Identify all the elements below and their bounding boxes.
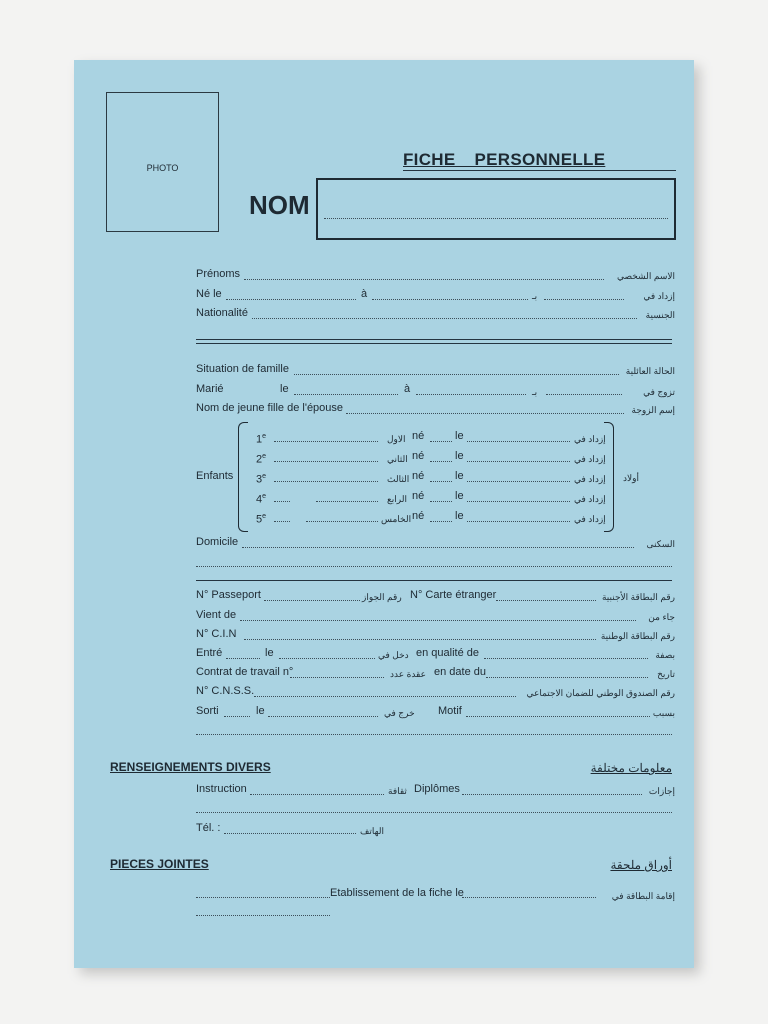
motif-label-ar: بسبب [652,708,675,718]
child-le-label: le [455,470,464,482]
child-name-field[interactable] [274,461,378,462]
marriage-place-prefix: à [404,383,411,395]
sorti-le-label: le [256,705,265,717]
child-number: 3e [256,473,267,486]
instruction-label-ar: ثقافة [388,786,407,796]
child-date-field[interactable] [467,521,570,522]
ne-le-label-ar: إزداد في [643,291,675,301]
diplomes-label: Diplômes [414,783,460,795]
pieces-jointes-heading-ar: أوراق ملحقة [610,858,672,872]
child-ne-label-ar: إزداد في [574,474,606,484]
entre-label: Entré [196,647,223,659]
prenoms-label: Prénoms [196,268,241,280]
cnss-label: N° C.N.S.S. [196,685,255,697]
instruction-label: Instruction [196,783,247,795]
situation-field[interactable] [294,374,619,375]
nationalite-field[interactable] [252,318,637,319]
prenoms-label-ar: الاسم الشخصي [616,271,675,281]
child-ne-label-ar: إزداد في [574,514,606,524]
child-number: 4e [256,493,267,506]
contrat-date-field[interactable] [486,677,648,678]
child-ne-label-ar: إزداد في [574,434,606,444]
child-date-field[interactable] [467,441,570,442]
form-title: FICHE PERSONNELLE [403,150,606,169]
child-ne-label: né [412,490,425,502]
sorti-label-ar: خرج في [384,708,415,718]
nom-jeune-fille-field[interactable] [346,413,624,414]
nom-jeune-fille-label-ar: إسم الزوجة [631,405,675,415]
child-ne-label: né [412,470,425,482]
carte-etranger-label-ar: رقم البطاقة الأجنبية [601,592,675,602]
nom-jeune-fille-label: Nom de jeune fille de l'épouse [196,402,344,414]
child-ne-field[interactable] [430,441,452,442]
child-ordinal-ar: الثاني [387,454,408,464]
etablissement-field[interactable] [462,897,596,898]
child-ne-field[interactable] [430,461,452,462]
renseignements-heading: RENSEIGNEMENTS DIVERS [110,760,271,774]
pieces-field[interactable] [196,897,330,898]
cin-label-ar: رقم البطاقة الوطنية [600,631,675,641]
child-name-field[interactable] [274,481,378,482]
pieces-jointes-heading: PIECES JOINTES [110,857,209,871]
passeport-field[interactable] [264,600,360,601]
cnss-label-ar: رقم الصندوق الوطني للضمان الاجتماعي [526,688,675,698]
entry-date-field[interactable] [279,658,375,659]
child-ne-field[interactable] [430,521,452,522]
situation-label-ar: الحالة العائلية [625,366,675,376]
child-name-field[interactable] [274,441,378,442]
marriage-place-prefix-ar: بـ [532,387,538,397]
child-ne-field[interactable] [430,481,452,482]
marriage-place-field[interactable] [416,394,526,395]
child-name-field[interactable] [274,521,290,522]
child-date-field[interactable] [467,501,570,502]
child-le-label: le [455,510,464,522]
nationalite-label: Nationalité [196,307,248,319]
nationalite-label-ar: الجنسية [645,310,675,320]
cin-field[interactable] [244,639,596,640]
contrat-label-ar: عقدة عدد [390,669,426,679]
date-du-label: en date du [434,666,486,678]
marie-label-ar: تزوج في [643,387,675,397]
carte-etranger-label: N° Carte étranger [410,589,497,601]
children-left-brace [238,422,248,532]
birth-place-prefix-ar: بـ [532,291,538,301]
passeport-label-ar: رقم الجواز [362,592,402,602]
instruction-field[interactable] [250,794,384,795]
child-ne-field[interactable] [430,501,452,502]
child-number: 1e [256,433,267,446]
entre-le-label: le [265,647,274,659]
nom-field[interactable] [316,178,676,240]
birth-date-field-ar[interactable] [544,299,624,300]
prenoms-field[interactable] [244,279,604,280]
situation-label: Situation de famille [196,363,289,375]
marriage-date-field[interactable] [294,394,398,395]
child-ne-label: né [412,510,425,522]
domicile-field-2[interactable] [196,566,672,567]
child-ordinal-ar: الاول [387,434,406,444]
child-ne-label-ar: إزداد في [574,494,606,504]
child-le-label: le [455,450,464,462]
contrat-field[interactable] [290,677,384,678]
enfants-label-ar: أولاد [623,473,639,483]
diplomes-field[interactable] [462,794,642,795]
birth-place-prefix: à [361,288,368,300]
etablissement-label: Etablissement de la fiche le [330,887,464,899]
photo-box[interactable] [106,92,219,232]
etablissement-label-ar: إقامة البطاقة في [611,891,675,901]
personnel-form-sheet [74,60,694,968]
vient-de-label-ar: جاء من [648,612,675,622]
marriage-date-field-ar[interactable] [546,394,622,395]
child-ne-label: né [412,430,425,442]
child-le-label: le [455,490,464,502]
diplomes-label-ar: إجازات [648,786,675,796]
tel-label: Tél. : [196,822,221,834]
child-name-field-2[interactable] [316,501,378,502]
exit-date-field[interactable] [268,716,378,717]
tel-field[interactable] [224,833,356,834]
carte-etranger-field[interactable] [496,600,596,601]
child-date-field[interactable] [467,461,570,462]
vient-de-label: Vient de [196,609,237,621]
tel-label-ar: الهاتف [360,826,384,836]
child-date-field[interactable] [467,481,570,482]
vient-de-field[interactable] [240,620,636,621]
motif-field-2[interactable] [196,734,672,735]
cnss-field[interactable] [254,696,516,697]
date-du-label-ar: تاريخ [657,669,675,679]
child-ne-label: né [412,450,425,462]
nom-label: NOM [249,190,310,220]
child-number: 5e [256,513,267,526]
qualite-label: en qualité de [416,647,479,659]
domicile-field[interactable] [242,547,634,548]
child-ordinal-ar: الثالث [387,474,410,484]
birth-date-field[interactable] [226,299,356,300]
diplomes-field-2[interactable] [196,812,672,813]
pieces-field-2[interactable] [196,915,330,916]
marie-label: Marié [196,383,224,395]
child-name-field[interactable] [274,501,290,502]
sorti-field[interactable] [224,716,250,717]
enfants-label: Enfants [196,470,234,482]
contrat-label: Contrat de travail n° [196,666,294,678]
sorti-label: Sorti [196,705,219,717]
child-ne-label-ar: إزداد في [574,454,606,464]
ne-le-label: Né le [196,288,222,300]
domicile-label-ar: السكنى [646,539,675,549]
marie-le-label: le [280,383,289,395]
child-name-field-2[interactable] [306,521,378,522]
renseignements-heading-ar: معلومات مختلفة [590,761,672,775]
entre-label-ar: دخل في [378,650,409,660]
child-le-label: le [455,430,464,442]
motif-label: Motif [438,705,462,717]
passeport-label: N° Passeport [196,589,261,601]
child-ordinal-ar: الرابع [387,494,408,504]
child-ordinal-ar: الخامس [381,514,412,524]
cin-label: N° C.I.N [196,628,237,640]
child-number: 2e [256,453,267,466]
birth-place-field[interactable] [372,299,528,300]
qualite-field[interactable] [484,658,648,659]
domicile-label: Domicile [196,536,239,548]
entre-field[interactable] [226,658,260,659]
qualite-label-ar: بصفة [655,650,675,660]
motif-field[interactable] [466,716,650,717]
photo-label: PHOTO [146,163,179,173]
